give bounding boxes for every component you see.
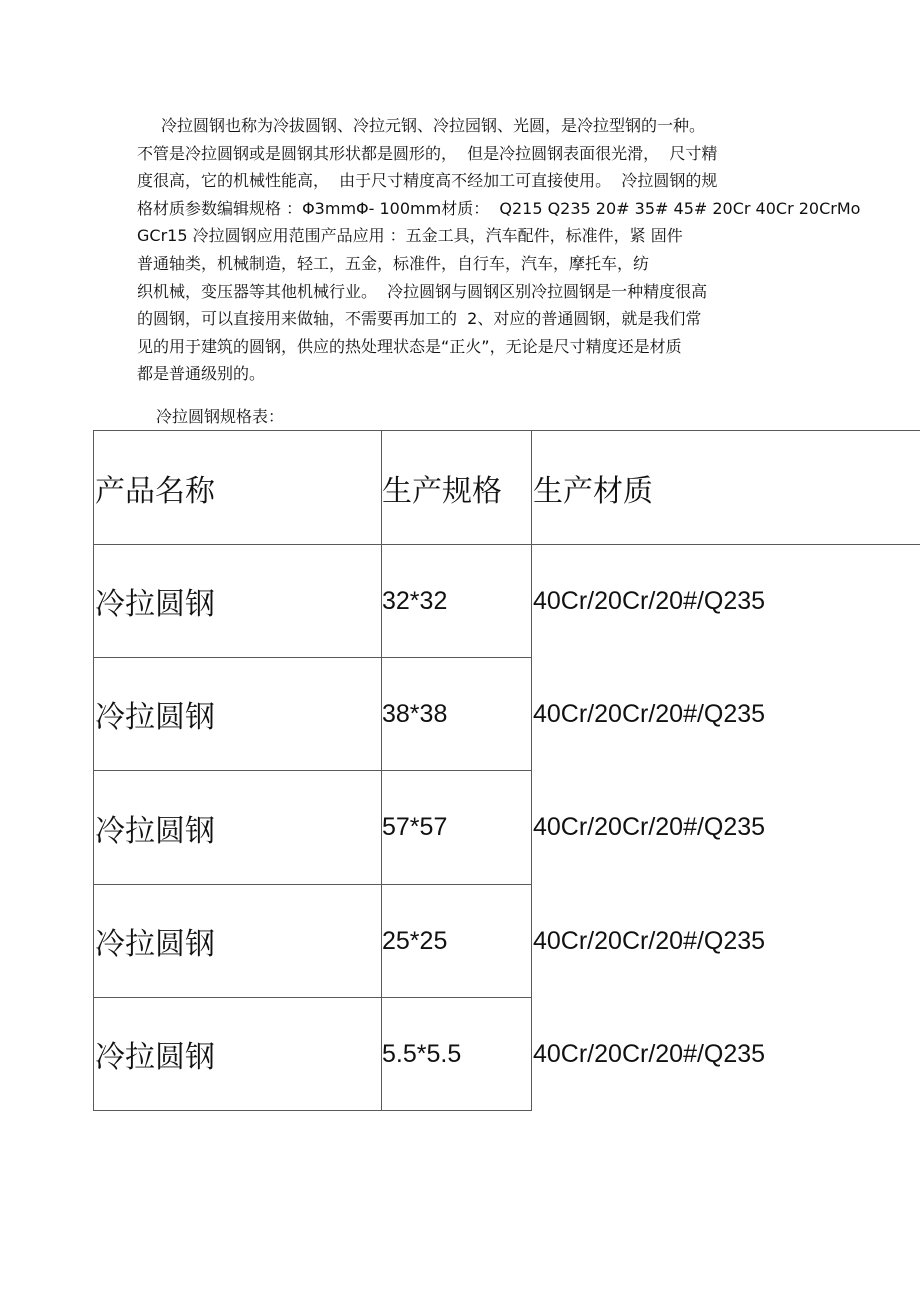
intro-line: 见的用于建筑的圆钢，供应的热处理状态是“正火”，无论是尺寸精度还是材质	[137, 336, 682, 356]
table-caption: 冷拉圆钢规格表：	[156, 407, 285, 426]
cell-spec: 5.5*5.5	[382, 1039, 462, 1068]
table-column-divider	[531, 430, 532, 1111]
cell-product-name: 冷拉圆钢	[95, 587, 215, 622]
intro-line: 的圆钢，可以直接用来做轴，不需要再加工的 2、对应的普通圆钢，就是我们常	[137, 309, 702, 329]
cell-material: 40Cr/20Cr/20#/Q235	[533, 926, 766, 955]
intro-line: GCr15 冷拉圆钢应用范围产品应用 ：五金工具，汽车配件，标准件，紧 固件	[137, 226, 683, 246]
intro-line: 都是普通级别的。	[137, 364, 266, 384]
cell-product-name: 冷拉圆钢	[95, 813, 215, 849]
intro-line: 格材质参数编辑规格 ：Φ3mmΦ- 100mm材质： Q215 Q235 20# 35# 45# 20Cr 40Cr 20CrMo	[137, 198, 861, 218]
cell-spec: 57*57	[382, 813, 448, 841]
header-product-name: 产品名称	[95, 473, 215, 509]
cell-product-name: 冷拉圆钢	[95, 927, 215, 962]
intro-line: 度很高，它的机械性能高， 由于尺寸精度高不经加工可直接使用。 冷拉圆钢的规	[137, 171, 718, 191]
cell-material: 40Cr/20Cr/20#/Q235	[533, 699, 766, 728]
table-border-left	[93, 430, 94, 1111]
intro-line: 不管是冷拉圆钢或是圆钢其形状都是圆形的， 但是冷拉圆钢表面很光滑， 尺寸精	[137, 143, 718, 163]
intro-line: 普通轴类，机械制造，轻工，五金，标准件，自行车，汽车，摩托车，纺	[137, 253, 650, 273]
cell-product-name: 冷拉圆钢	[95, 1040, 215, 1075]
header-spec: 生产规格	[382, 473, 502, 509]
table-row-divider	[93, 544, 920, 545]
spec-table	[93, 430, 920, 1111]
intro-line: 织机械，变压器等其他机械行业。 冷拉圆钢与圆钢区别冷拉圆钢是一种精度很高	[137, 281, 708, 301]
table-border-top	[93, 430, 920, 431]
cell-spec: 25*25	[382, 926, 448, 955]
header-material: 生产材质	[533, 473, 653, 509]
cell-material: 40Cr/20Cr/20#/Q235	[533, 1039, 766, 1068]
cell-material: 40Cr/20Cr/20#/Q235	[533, 586, 766, 615]
intro-line: 冷拉圆钢也称为冷拔圆钢、冷拉元钢、冷拉园钢、光圆，是冷拉型钢的一种。	[161, 116, 706, 135]
cell-material: 40Cr/20Cr/20#/Q235	[533, 813, 766, 841]
cell-spec: 32*32	[382, 586, 448, 615]
intro-paragraph	[137, 112, 897, 388]
table-border-bottom	[93, 1110, 532, 1111]
cell-spec: 38*38	[382, 699, 448, 728]
cell-product-name: 冷拉圆钢	[95, 700, 215, 735]
